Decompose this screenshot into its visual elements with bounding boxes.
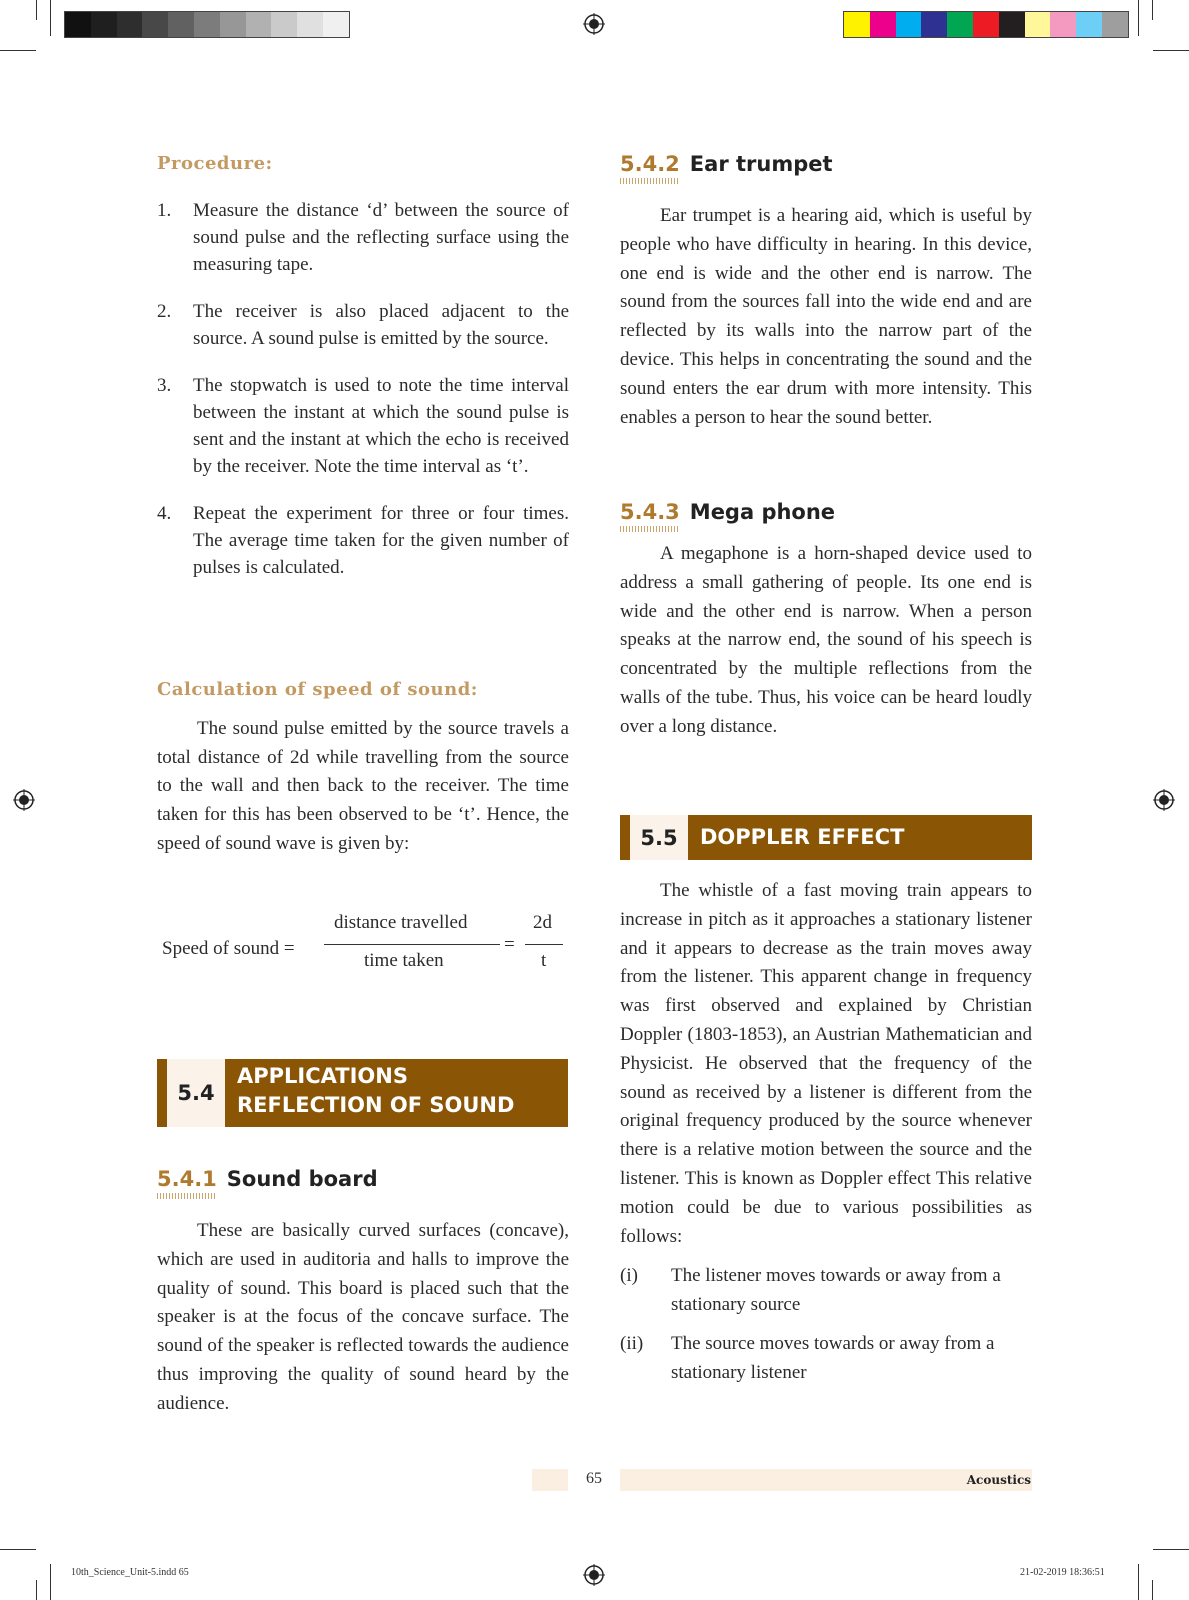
color-swatch [1025,12,1051,37]
case-text: The listener moves towards or away from a stationary source [671,1265,1001,1316]
color-swatch [1076,12,1102,37]
case-text: The source moves towards or away from a stationary listener [671,1333,995,1384]
section-title: DOPPLER EFFECT [700,825,905,849]
formula-numerator-2: 2d [533,912,552,933]
formula-lhs: Speed of sound = [162,938,295,959]
section-number: 5.4.2 [620,152,680,176]
doppler-cases [620,1261,1032,1387]
list-item [157,298,569,352]
list-item [157,500,569,581]
section-5-4-heading [157,1059,568,1127]
procedure-heading: Procedure: [157,153,273,174]
color-swatch [142,12,168,37]
grayscale-calibration-strip [64,11,350,38]
step-number: 4. [157,502,172,524]
section-5-4-3-heading [620,500,835,524]
step-text: The receiver is also placed adjacent to the source. A sound pulse is emitted by the source. [193,300,569,349]
left-column [157,150,569,601]
color-swatch [896,12,922,37]
section-number: 5.4.1 [157,1167,217,1191]
color-swatch [1050,12,1076,37]
color-swatch [220,12,246,37]
list-item [620,1261,1032,1319]
doppler-effect-text [620,877,1032,1387]
list-item [157,372,569,480]
fraction-bar [324,944,500,945]
section-number: 5.4 [167,1059,225,1127]
step-text: Measure the distance ‘d’ between the source of sound pulse and the reflecting surface using the measuring tape. [193,199,569,275]
color-swatch [870,12,896,37]
color-swatch [973,12,999,37]
step-text: The stopwatch is used to note the time interval between the instant at which the sound pulse is sent and the instant at which the echo is received by the receiver. Note the time interval as ‘t’. [193,374,569,477]
sound-board-text [157,1217,569,1419]
formula-numerator: distance travelled [334,912,468,933]
chapter-name: Acoustics [966,1473,1031,1487]
color-swatch [194,12,220,37]
calculation-paragraph: The sound pulse emitted by the source travels a total distance of 2d while travelling from the source to the wall and then back to the receiver. The time taken for this has been observed to be ‘t’. Hence, the speed of sound wave is given by: [157,717,569,854]
color-swatch [65,12,91,37]
registration-mark-icon [1153,789,1175,811]
page-number: 65 [586,1470,602,1487]
color-swatch [1102,12,1128,37]
step-number: 1. [157,199,172,221]
paragraph: Ear trumpet is a hearing aid, which is useful by people who have difficulty in hearing. In this device, one end is wide and the other end is narrow. The sound from the sources fall into the wide end and are reflected by its walls into the narrow part of the device. This helps in concentrating the sound and the sound enters the ear drum with more intensity. This enables a person to hear the sound better. [620,205,1032,428]
ear-trumpet-text [620,202,1032,432]
color-swatch [921,12,947,37]
section-5-4-2-heading [620,152,833,176]
registration-mark-icon [583,1564,605,1586]
megaphone-text [620,540,1032,742]
calculation-heading: Calculation of speed of sound: [157,679,478,700]
color-swatch [117,12,143,37]
section-title: Mega phone [689,500,836,524]
fraction-bar [525,944,563,945]
color-swatch [246,12,272,37]
color-swatch [844,12,870,37]
list-item [157,197,569,278]
section-title-line-1: APPLICATIONS [237,1064,408,1088]
paragraph: These are basically curved surfaces (concave), which are used in auditoria and halls to improve the quality of sound. This board is placed such that the speaker is at the focus of the concave surface. The sound of the speaker is reflected towards the audience thus improving the quality of sound heard by the audience. [157,1220,569,1414]
calculation-block [157,676,569,859]
list-item [620,1329,1032,1387]
color-swatch [271,12,297,37]
color-calibration-strip [843,11,1129,38]
section-number: 5.5 [630,815,688,860]
formula-denominator-2: t [541,950,547,971]
step-number: 2. [157,300,172,322]
slug-date: 21-02-2019 18:36:51 [1020,1567,1105,1578]
slug-file-name: 10th_Science_Unit-5.indd 65 [71,1567,189,1578]
case-number: (ii) [620,1333,644,1355]
section-5-4-1-heading [157,1167,378,1191]
color-swatch [947,12,973,37]
registration-mark-icon [583,13,605,35]
section-title-line-2: REFLECTION OF SOUND [237,1093,515,1117]
color-swatch [297,12,323,37]
section-title: Ear trumpet [689,152,833,176]
procedure-steps [157,197,569,581]
paragraph: The whistle of a fast moving train appears to increase in pitch as it approaches a stationary listener and it appears to decrease as the train moves away from the listener. This apparent change in frequency was first observed and explained by Christian Doppler (1803-1853), an Austrian Mathematician and Physicist. He observed that the frequency of the sound as received by a listener is different from the original frequency produced by the source whenever there is a relative motion between the source and the listener. This is known as Doppler effect This relative motion could be due to various possibilities as follows: [620,880,1032,1247]
section-title: Sound board [226,1167,378,1191]
step-text: Repeat the experiment for three or four times. The average time taken for the given number of pulses is calculated. [193,502,569,578]
registration-mark-icon [13,789,35,811]
section-5-5-heading [620,815,1032,860]
footer-band-left [532,1469,568,1491]
color-swatch [999,12,1025,37]
step-number: 3. [157,374,172,396]
paragraph: A megaphone is a horn-shaped device used to address a small gathering of people. Its one end is wide and the other end is narrow. When a person speaks at the narrow end, the sound of his speech is concentrated by the multiple reflections from the walls of the tube. Thus, his voice can be heard loudly over a long distance. [620,543,1032,737]
speed-of-sound-formula [160,912,580,990]
section-number: 5.4.3 [620,500,680,524]
color-swatch [323,12,349,37]
color-swatch [91,12,117,37]
formula-denominator: time taken [364,950,444,971]
color-swatch [168,12,194,37]
formula-equals: = [504,934,515,955]
case-number: (i) [620,1265,638,1287]
